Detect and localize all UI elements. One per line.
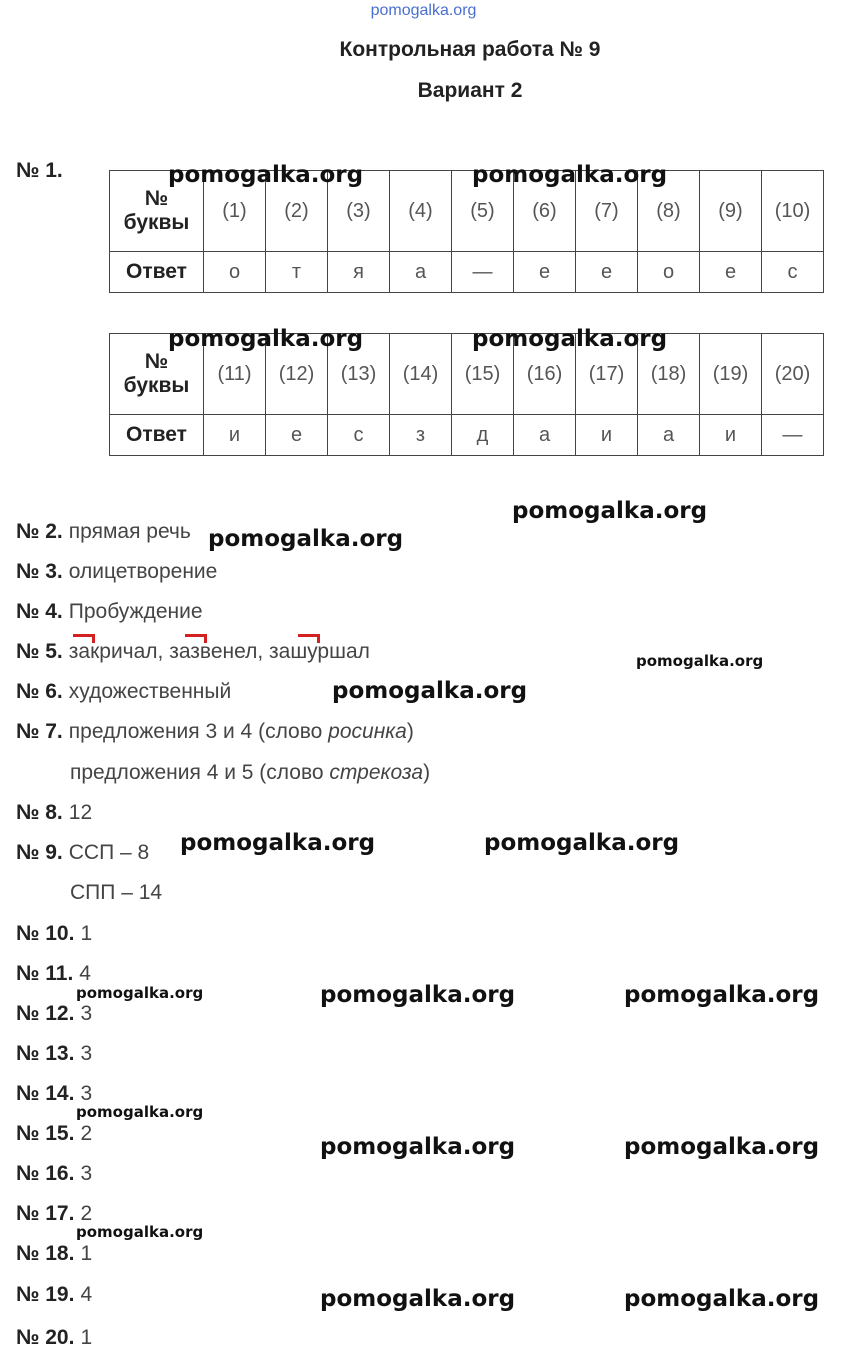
answer-cell: я	[328, 252, 390, 293]
answer-cell: д	[452, 415, 514, 456]
letter-number-cell: (12)	[266, 334, 328, 415]
answer-cell: т	[266, 252, 328, 293]
site-link-top[interactable]: pomogalka.org	[370, 2, 477, 19]
task-11: № 11. 4	[16, 962, 91, 985]
watermark: pomogalka.org	[320, 1134, 516, 1160]
letter-number-cell: (19)	[700, 334, 762, 415]
task-17: № 17. 2	[16, 1202, 93, 1225]
letter-number-header: № буквы	[110, 334, 204, 415]
task-20: № 20. 1	[16, 1326, 93, 1349]
answer-cell: е	[266, 415, 328, 456]
task-8: № 8. 12	[16, 801, 93, 824]
page-subtitle: Вариант 2	[417, 79, 523, 102]
answer-cell: з	[390, 415, 452, 456]
answer-cell: и	[700, 415, 762, 456]
watermark: pomogalka.org	[76, 984, 204, 1002]
letter-number-cell: (16)	[514, 334, 576, 415]
answer-cell: е	[576, 252, 638, 293]
answer-header: Ответ	[110, 252, 204, 293]
letter-number-cell: (1)	[204, 171, 266, 252]
task-9: № 9. ССП – 8	[16, 841, 150, 864]
watermark: pomogalka.org	[484, 830, 680, 856]
task-18: № 18. 1	[16, 1242, 93, 1265]
watermark: pomogalka.org	[168, 326, 364, 352]
answer-cell: а	[514, 415, 576, 456]
watermark: pomogalka.org	[208, 526, 404, 552]
watermark: pomogalka.org	[624, 1286, 820, 1312]
watermark: pomogalka.org	[180, 830, 376, 856]
task-3: № 3. олицетворение	[16, 560, 218, 583]
watermark: pomogalka.org	[320, 1286, 516, 1312]
answer-cell: е	[700, 252, 762, 293]
answer-cell: с	[328, 415, 390, 456]
watermark: pomogalka.org	[472, 162, 668, 188]
letter-number-cell: (18)	[638, 334, 700, 415]
letter-number-cell: (13)	[328, 334, 390, 415]
watermark: pomogalka.org	[512, 498, 708, 524]
watermark: pomogalka.org	[636, 652, 764, 670]
answer-cell: а	[638, 415, 700, 456]
task-10: № 10. 1	[16, 922, 93, 945]
prefix-mark-1	[73, 634, 95, 643]
watermark: pomogalka.org	[472, 326, 668, 352]
watermark: pomogalka.org	[168, 162, 364, 188]
letter-number-cell: (9)	[700, 171, 762, 252]
answer-cell: о	[638, 252, 700, 293]
letter-number-cell: (2)	[266, 171, 328, 252]
task-9-line-2: СПП – 14	[70, 881, 163, 904]
letter-number-cell: (15)	[452, 334, 514, 415]
task-15: № 15. 2	[16, 1122, 93, 1145]
task-13: № 13. 3	[16, 1042, 93, 1065]
prefix-mark-3	[298, 634, 320, 643]
prefix-mark-2	[185, 634, 207, 643]
watermark: pomogalka.org	[76, 1223, 204, 1241]
watermark: pomogalka.org	[332, 678, 528, 704]
letter-number-cell: (14)	[390, 334, 452, 415]
task-4: № 4. Пробуждение	[16, 600, 203, 623]
answer-cell: —	[452, 252, 514, 293]
task-6: № 6. художественный	[16, 680, 232, 703]
task-7: № 7. предложения 3 и 4 (слово росинка)	[16, 720, 414, 743]
task-2: № 2. прямая речь	[16, 520, 191, 543]
task-5: № 5. закричал, зазвенел, зашуршал	[16, 640, 370, 663]
task-12: № 12. 3	[16, 1002, 93, 1025]
letter-number-cell: (5)	[452, 171, 514, 252]
letter-number-header: № буквы	[110, 171, 204, 252]
answer-cell: с	[762, 252, 824, 293]
answer-cell: е	[514, 252, 576, 293]
letter-number-cell: (6)	[514, 171, 576, 252]
answer-cell: о	[204, 252, 266, 293]
answer-cell: и	[576, 415, 638, 456]
letter-number-cell: (11)	[204, 334, 266, 415]
letter-number-cell: (7)	[576, 171, 638, 252]
answer-header: Ответ	[110, 415, 204, 456]
letter-number-cell: (3)	[328, 171, 390, 252]
task-16: № 16. 3	[16, 1162, 93, 1185]
watermark: pomogalka.org	[76, 1103, 204, 1121]
answer-cell: —	[762, 415, 824, 456]
watermark: pomogalka.org	[624, 982, 820, 1008]
page-title: Контрольная работа № 9	[339, 38, 601, 61]
answer-cell: и	[204, 415, 266, 456]
task-1-label: № 1.	[16, 159, 63, 182]
letter-number-cell: (4)	[390, 171, 452, 252]
watermark: pomogalka.org	[624, 1134, 820, 1160]
letter-number-cell: (20)	[762, 334, 824, 415]
letter-number-cell: (17)	[576, 334, 638, 415]
answer-table-1	[109, 170, 824, 293]
answer-cell: а	[390, 252, 452, 293]
letter-number-cell: (10)	[762, 171, 824, 252]
task-14: № 14. 3	[16, 1082, 93, 1105]
letter-number-cell: (8)	[638, 171, 700, 252]
task-7-line-2: предложения 4 и 5 (слово стрекоза)	[70, 761, 431, 784]
task-19: № 19. 4	[16, 1283, 93, 1306]
watermark: pomogalka.org	[320, 982, 516, 1008]
